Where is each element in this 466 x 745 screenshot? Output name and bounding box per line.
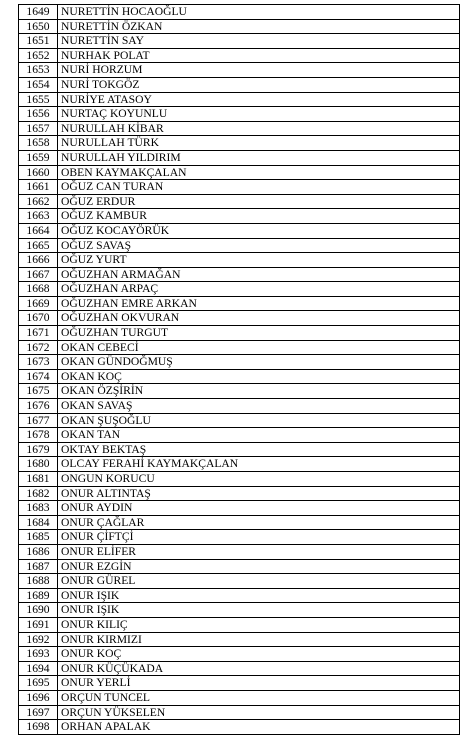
row-number-cell: 1690 (19, 603, 58, 618)
table-row (19, 165, 460, 180)
row-number-cell: 1662 (19, 194, 58, 209)
person-name-cell: OĞUZ KAMBUR (58, 209, 460, 224)
row-number-cell: 1655 (19, 92, 58, 107)
table-row (19, 588, 460, 603)
person-name-cell: OKAN SAVAŞ (58, 399, 460, 414)
person-name-cell: NURULLAH YILDIRIM (58, 150, 460, 165)
table-row (19, 340, 460, 355)
row-number-cell: 1658 (19, 136, 58, 151)
row-number-cell: 1670 (19, 311, 58, 326)
person-name-cell: OBEN KAYMAKÇALAN (58, 165, 460, 180)
table-row (19, 180, 460, 195)
table-row (19, 384, 460, 399)
person-name-cell: NURULLAH KİBAR (58, 121, 460, 136)
person-name-cell: OĞUZHAN TURGUT (58, 326, 460, 341)
person-name-cell: NURHAK POLAT (58, 48, 460, 63)
person-name-cell: ONUR ALTINTAŞ (58, 486, 460, 501)
table-row (19, 121, 460, 136)
table-row (19, 544, 460, 559)
row-number-cell: 1650 (19, 19, 58, 34)
table-row (19, 399, 460, 414)
table-row (19, 661, 460, 676)
table-row (19, 369, 460, 384)
row-number-cell: 1649 (19, 5, 58, 20)
row-number-cell: 1651 (19, 34, 58, 49)
row-number-cell: 1691 (19, 617, 58, 632)
person-name-cell: OĞUZ YURT (58, 253, 460, 268)
table-row (19, 647, 460, 662)
table-row (19, 559, 460, 574)
table-row (19, 705, 460, 720)
person-name-cell: OĞUZ KOCAYÖRÜK (58, 223, 460, 238)
row-number-cell: 1657 (19, 121, 58, 136)
row-number-cell: 1653 (19, 63, 58, 78)
row-number-cell: 1681 (19, 472, 58, 487)
person-name-cell: NURETTİN ÖZKAN (58, 19, 460, 34)
person-name-cell: NURETTİN HOCAOĞLU (58, 5, 460, 20)
table-row (19, 223, 460, 238)
row-number-cell: 1693 (19, 647, 58, 662)
person-name-cell: NURİ TOKGÖZ (58, 77, 460, 92)
row-number-cell: 1675 (19, 384, 58, 399)
table-row (19, 442, 460, 457)
row-number-cell: 1677 (19, 413, 58, 428)
person-name-cell: ONUR ÇAĞLAR (58, 515, 460, 530)
row-number-cell: 1669 (19, 296, 58, 311)
person-name-cell: OĞUZ CAN TURAN (58, 180, 460, 195)
table-row (19, 413, 460, 428)
person-name-cell: ONUR GÜREL (58, 574, 460, 589)
person-name-cell: ONUR AYDIN (58, 501, 460, 516)
table-row (19, 326, 460, 341)
table-row (19, 282, 460, 297)
table-row (19, 603, 460, 618)
table-row (19, 253, 460, 268)
table-row (19, 48, 460, 63)
row-number-cell: 1685 (19, 530, 58, 545)
person-name-cell: ONUR EZGİN (58, 559, 460, 574)
person-name-cell: ONUR KOÇ (58, 647, 460, 662)
person-name-cell: OĞUZ SAVAŞ (58, 238, 460, 253)
row-number-cell: 1687 (19, 559, 58, 574)
table-row (19, 238, 460, 253)
table-row (19, 676, 460, 691)
table-row (19, 34, 460, 49)
table-row (19, 457, 460, 472)
table-row (19, 530, 460, 545)
table-row (19, 355, 460, 370)
table-row (19, 720, 460, 735)
table-row (19, 501, 460, 516)
person-name-cell: OKAN GÜNDOĞMUŞ (58, 355, 460, 370)
row-number-cell: 1667 (19, 267, 58, 282)
row-number-cell: 1680 (19, 457, 58, 472)
person-name-cell: OKAN ÖZŞİRİN (58, 384, 460, 399)
person-name-cell: OKAN CEBECİ (58, 340, 460, 355)
row-number-cell: 1654 (19, 77, 58, 92)
person-name-cell: OKAN ŞUŞOĞLU (58, 413, 460, 428)
person-name-cell: OĞUZHAN OKVURAN (58, 311, 460, 326)
person-name-cell: ONUR KILIÇ (58, 617, 460, 632)
person-name-cell: ONUR ÇİFTÇİ (58, 530, 460, 545)
person-name-cell: NURETTİN SAY (58, 34, 460, 49)
table-row (19, 5, 460, 20)
row-number-cell: 1663 (19, 209, 58, 224)
person-name-cell: ONUR ELİFER (58, 544, 460, 559)
person-name-cell: ONUR IŞIK (58, 588, 460, 603)
person-name-cell: OKAN KOÇ (58, 369, 460, 384)
row-number-cell: 1698 (19, 720, 58, 735)
person-name-cell: ONUR IŞIK (58, 603, 460, 618)
person-name-cell: OĞUZHAN EMRE ARKAN (58, 296, 460, 311)
row-number-cell: 1694 (19, 661, 58, 676)
person-name-cell: OĞUZ ERDUR (58, 194, 460, 209)
row-number-cell: 1673 (19, 355, 58, 370)
person-name-cell: ONUR KIRMIZI (58, 632, 460, 647)
person-name-cell: OĞUZHAN ARPAÇ (58, 282, 460, 297)
table-row (19, 77, 460, 92)
person-name-cell: ORÇUN YÜKSELEN (58, 705, 460, 720)
row-number-cell: 1684 (19, 515, 58, 530)
table-row (19, 632, 460, 647)
person-name-cell: OKAN TAN (58, 428, 460, 443)
person-name-cell: OĞUZHAN ARMAĞAN (58, 267, 460, 282)
row-number-cell: 1659 (19, 150, 58, 165)
row-number-cell: 1689 (19, 588, 58, 603)
row-number-cell: 1697 (19, 705, 58, 720)
table-row (19, 150, 460, 165)
table-row (19, 267, 460, 282)
person-name-cell: OKTAY BEKTAŞ (58, 442, 460, 457)
table-row (19, 19, 460, 34)
row-number-cell: 1652 (19, 48, 58, 63)
table-row (19, 428, 460, 443)
row-number-cell: 1683 (19, 501, 58, 516)
person-name-cell: NURİYE ATASOY (58, 92, 460, 107)
row-number-cell: 1656 (19, 107, 58, 122)
row-number-cell: 1686 (19, 544, 58, 559)
row-number-cell: 1660 (19, 165, 58, 180)
person-name-cell: ONGUN KORUCU (58, 472, 460, 487)
row-number-cell: 1668 (19, 282, 58, 297)
row-number-cell: 1666 (19, 253, 58, 268)
table-row (19, 690, 460, 705)
row-number-cell: 1688 (19, 574, 58, 589)
table-row (19, 194, 460, 209)
row-number-cell: 1664 (19, 223, 58, 238)
row-number-cell: 1671 (19, 326, 58, 341)
table-row (19, 574, 460, 589)
table-row (19, 486, 460, 501)
table-row (19, 63, 460, 78)
row-number-cell: 1695 (19, 676, 58, 691)
row-number-cell: 1682 (19, 486, 58, 501)
table-row (19, 136, 460, 151)
row-number-cell: 1679 (19, 442, 58, 457)
row-number-cell: 1672 (19, 340, 58, 355)
name-list-body (19, 5, 460, 735)
table-row (19, 472, 460, 487)
row-number-cell: 1692 (19, 632, 58, 647)
table-row (19, 617, 460, 632)
table-row (19, 209, 460, 224)
table-row (19, 107, 460, 122)
table-row (19, 311, 460, 326)
row-number-cell: 1696 (19, 690, 58, 705)
table-row (19, 92, 460, 107)
row-number-cell: 1661 (19, 180, 58, 195)
row-number-cell: 1665 (19, 238, 58, 253)
person-name-cell: NURİ HORZUM (58, 63, 460, 78)
person-name-cell: ONUR KÜÇÜKADA (58, 661, 460, 676)
person-name-cell: NURTAÇ KOYUNLU (58, 107, 460, 122)
row-number-cell: 1676 (19, 399, 58, 414)
row-number-cell: 1678 (19, 428, 58, 443)
name-list-table (18, 4, 460, 735)
person-name-cell: ONUR YERLİ (58, 676, 460, 691)
person-name-cell: ORHAN APALAK (58, 720, 460, 735)
table-row (19, 515, 460, 530)
row-number-cell: 1674 (19, 369, 58, 384)
person-name-cell: NURULLAH TÜRK (58, 136, 460, 151)
person-name-cell: OLCAY FERAHİ KAYMAKÇALAN (58, 457, 460, 472)
person-name-cell: ORÇUN TUNCEL (58, 690, 460, 705)
table-row (19, 296, 460, 311)
